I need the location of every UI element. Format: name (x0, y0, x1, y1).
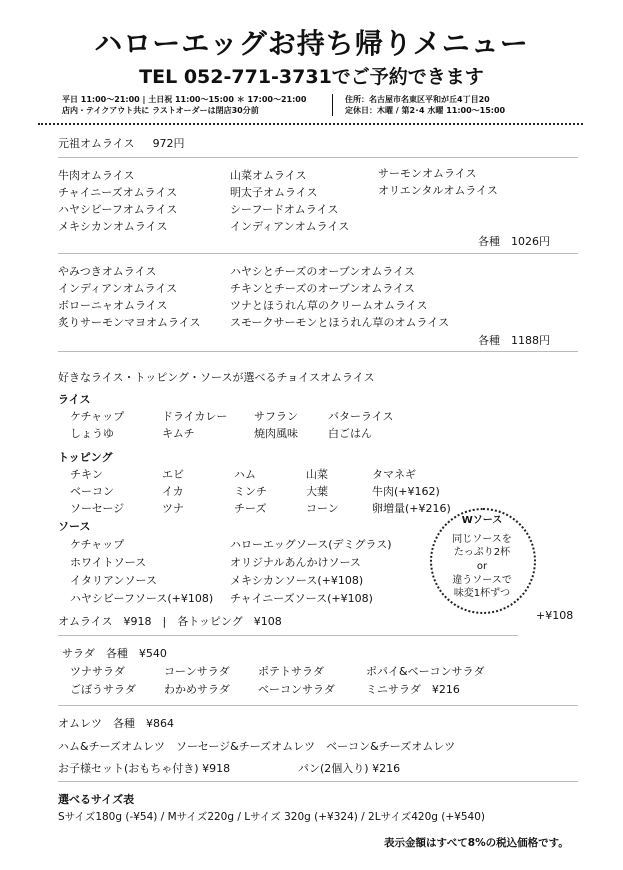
salad-item: ポテトサラダ (258, 665, 324, 678)
menu-item: サーモンオムライス (378, 167, 477, 180)
topping-option: 山菜 (306, 468, 328, 481)
header-divider (332, 94, 333, 116)
divider (58, 253, 578, 254)
item-name: 元祖オムライス (58, 137, 135, 150)
section3-col2 (230, 263, 449, 331)
topping-option: チキン (70, 468, 103, 481)
menu-item: スモークサーモンとほうれん草のオムライス (230, 316, 450, 329)
bread-item: パン(2個入り) ¥216 (298, 762, 401, 775)
topping-option: 大葉 (306, 485, 328, 498)
page-title: ハローエッグお持ち帰りメニュー (94, 27, 529, 60)
menu-item: インディアンオムライス (58, 282, 178, 295)
address: 住所：名古屋市名東区平和が丘4丁目20 (345, 95, 490, 104)
dotted-divider (38, 123, 583, 125)
topping-option: コーン (306, 502, 339, 515)
topping-option: タマネギ (372, 468, 416, 481)
menu-item: チキンとチーズのオーブンオムライス (230, 282, 415, 295)
rice-option: 白ごはん (328, 427, 372, 440)
topping-option: 卵増量(+¥216) (372, 502, 451, 515)
menu-item: チャイニーズオムライス (58, 186, 178, 199)
sauce-option: ホワイトソース (70, 556, 147, 569)
topping-option: イカ (162, 485, 184, 498)
tax-note: 表示金額はすべて8%の税込価格です。 (384, 837, 569, 849)
rice-label: ライス (58, 393, 91, 406)
business-hours: 平日 11:00〜21:00 | 土日祝 11:00〜15:00 ＊ 17:00〜21:00 (62, 95, 307, 104)
w-sauce-or: or (476, 561, 488, 572)
w-sauce-line: たっぷり2杯 (453, 547, 511, 558)
menu-item: メキシカンオムライス (58, 220, 168, 233)
menu-item: 山菜オムライス (230, 169, 307, 182)
phone-number: TEL 052-771-3731でご予約できます (139, 66, 484, 88)
topping-option: チーズ (234, 502, 267, 515)
rice-option: サフラン (254, 410, 298, 423)
rice-option: ドライカレー (162, 410, 228, 423)
rice-option: バターライス (328, 410, 394, 423)
size-options: Sサイズ180g (-¥54) / Mサイズ220g / Lサイズ 320g (+¥324) / 2Lサイズ420g (+¥540) (58, 811, 486, 823)
divider (58, 635, 518, 636)
sauce-option: ハヤシビーフソース(+¥108) (70, 592, 214, 605)
salad-item: ミニサラダ ¥216 (366, 683, 460, 696)
topping-label: トッピング (58, 451, 113, 464)
menu-item: シーフードオムライス (230, 203, 339, 216)
section2-col3 (378, 165, 498, 199)
holiday-info: 定休日：木曜 / 第2･4 水曜 11:00〜15:00 (345, 106, 506, 115)
menu-item: ボローニャオムライス (58, 299, 168, 312)
salad-item: ごぼうサラダ (70, 683, 136, 696)
section-original-omurice (58, 135, 185, 151)
sauce-option: メキシカンソース(+¥108) (230, 574, 364, 587)
topping-option: ベーコン (70, 485, 114, 498)
rice-option: 焼肉風味 (254, 427, 298, 440)
divider (58, 351, 578, 352)
sauce-option: ケチャップ (70, 538, 125, 551)
topping-option: ソーセージ (70, 502, 125, 515)
w-sauce-line: 違うソースで (452, 575, 512, 586)
menu-item: インディアンオムライス (230, 220, 350, 233)
topping-option: ミンチ (234, 485, 267, 498)
w-sauce-price: +¥108 (536, 609, 574, 622)
omelette-items: ハム&チーズオムレツ ソーセージ&チーズオムレツ ベーコン&チーズオムレツ (58, 740, 456, 753)
sauce-col2 (230, 536, 391, 608)
w-sauce-title: Wソース (461, 515, 503, 526)
kids-set: お子様セット(おもちゃ付き) ¥918 (58, 762, 231, 775)
menu-item: ハヤシビーフオムライス (58, 203, 178, 216)
menu-item: ツナとほうれん草のクリームオムライス (230, 299, 428, 312)
salad-item: ベーコンサラダ (258, 683, 335, 696)
topping-option: ツナ (162, 502, 184, 515)
section2-col2 (230, 167, 349, 235)
choice-intro: 好きなライス・トッピング・ソースが選べるチョイスオムライス (58, 371, 375, 384)
topping-options (70, 466, 451, 517)
choice-price-line: オムライス ¥918 | 各トッピング ¥108 (58, 615, 282, 628)
sauce-option: チャイニーズソース(+¥108) (230, 592, 373, 605)
salad-item: コーンサラダ (164, 665, 230, 678)
w-sauce-line: 同じソースを (452, 534, 512, 545)
rice-option: キムチ (162, 427, 195, 440)
sauce-label: ソース (58, 520, 91, 533)
salad-item: ポパイ&ベーコンサラダ (366, 665, 485, 678)
sauce-option: オリジナルあんかけソース (230, 556, 361, 569)
divider (58, 705, 578, 706)
menu-item: 牛肉オムライス (58, 169, 135, 182)
topping-option: ハム (234, 468, 256, 481)
salad-header: サラダ 各種 ¥540 (62, 647, 167, 660)
section3-price: 各種 1188円 (478, 334, 550, 347)
sauce-option: ハローエッグソース(デミグラス) (230, 538, 392, 551)
salad-item: わかめサラダ (164, 683, 230, 696)
topping-option: エビ (162, 468, 184, 481)
salad-options (70, 663, 484, 699)
divider (58, 157, 578, 158)
menu-item: やみつきオムライス (58, 265, 157, 278)
menu-item: 炙りサーモンマヨオムライス (58, 316, 201, 329)
section3-col1 (58, 263, 201, 331)
item-price: 972円 (152, 137, 185, 150)
sauce-option: イタリアンソース (70, 574, 158, 587)
rice-options (70, 408, 394, 442)
w-sauce-line: 味変1杯ずつ (453, 588, 511, 599)
topping-option: 牛肉(+¥162) (372, 485, 440, 498)
menu-item: 明太子オムライス (230, 186, 318, 199)
menu-item: ハヤシとチーズのオーブンオムライス (230, 265, 415, 278)
salad-item: ツナサラダ (70, 665, 125, 678)
size-header: 選べるサイズ表 (58, 793, 135, 806)
sauce-col1 (70, 536, 213, 608)
divider (58, 781, 578, 782)
last-order-note: 店内・テイクアウト共に ラストオーダーは閉店30分前 (62, 106, 259, 115)
omelette-header: オムレツ 各種 ¥864 (58, 717, 174, 730)
section2-price: 各種 1026円 (478, 235, 550, 248)
rice-option: ケチャップ (70, 410, 125, 423)
section2-col1 (58, 167, 177, 235)
menu-item: オリエンタルオムライス (378, 184, 498, 197)
rice-option: しょうゆ (70, 427, 114, 440)
